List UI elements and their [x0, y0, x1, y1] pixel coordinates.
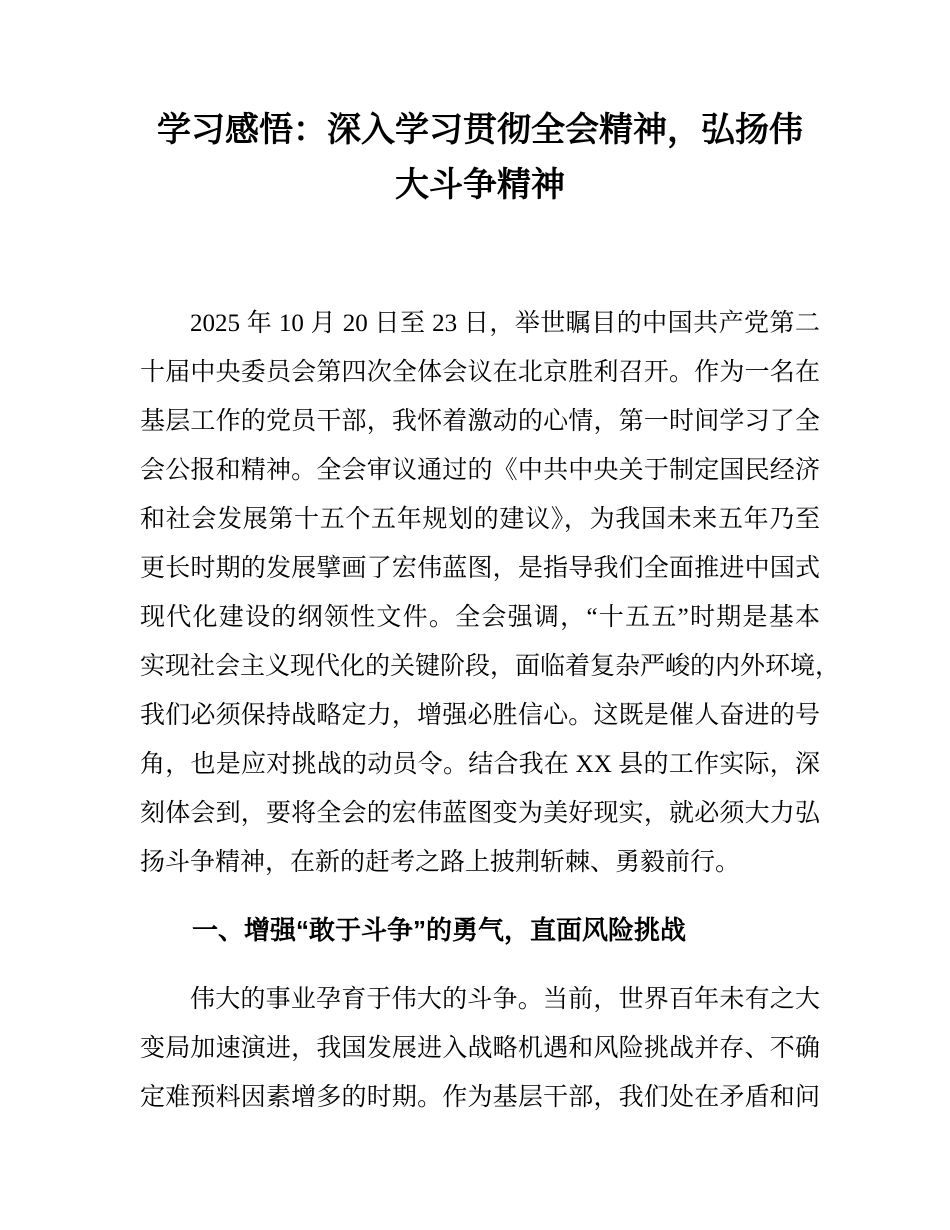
- paragraph-line: 和社会发展第十五个五年规划的建议》，为我国未来五年乃至: [140, 506, 820, 533]
- section-1-paragraph: [140, 975, 820, 1122]
- paragraph-line: 角，也是应对挑战的动员令。结合我在 XX 县的工作实际，深: [140, 751, 820, 778]
- paragraph-line: 现代化建设的纲领性文件。全会强调，“十五五”时期是基本: [140, 604, 820, 631]
- document-title: [140, 0, 820, 213]
- paragraph-line: 伟大的事业孕育于伟大的斗争。当前，世界百年未有之大: [190, 986, 820, 1013]
- section-1-heading: 一、增强“敢于斗争”的勇气，直面风险挑战: [192, 915, 687, 945]
- paragraph-line: 扬斗争精神，在新的赶考之路上披荆斩棘、勇毅前行。: [140, 849, 741, 876]
- paragraph-line: 刻体会到，要将全会的宏伟蓝图变为美好现实，就必须大力弘: [140, 800, 820, 827]
- paragraph-line: 定难预料因素增多的时期。作为基层干部，我们处在矛盾和问: [140, 1084, 820, 1111]
- paragraph-line: 会公报和精神。全会审议通过的《中共中央关于制定国民经济: [140, 457, 820, 484]
- paragraph-line: 基层工作的党员干部，我怀着激动的心情，第一时间学习了全: [140, 408, 820, 435]
- paragraph-line: 更长时期的发展擘画了宏伟蓝图，是指导我们全面推进中国式: [140, 555, 820, 582]
- document-content: [140, 0, 841, 1122]
- paragraph-line: 我们必须保持战略定力，增强必胜信心。这既是催人奋进的号: [140, 702, 820, 729]
- document-title-line-1: 学习感悟：深入学习贯彻全会精神，弘扬伟: [157, 112, 803, 149]
- intro-paragraph: [140, 299, 841, 887]
- paragraph-line: 2025 年 10 月 20 日至 23 日，举世瞩目的中国共产党第二: [190, 310, 820, 337]
- paragraph-line: 变局加速演进，我国发展进入战略机遇和风险挑战并存、不确: [140, 1035, 820, 1062]
- document-title-line-2: 大斗争精神: [395, 167, 565, 204]
- paragraph-line: 十届中央委员会第四次全体会议在北京胜利召开。作为一名在: [140, 359, 820, 386]
- paragraph-line: 实现社会主义现代化的关键阶段，面临着复杂严峻的内外环境，: [140, 653, 841, 680]
